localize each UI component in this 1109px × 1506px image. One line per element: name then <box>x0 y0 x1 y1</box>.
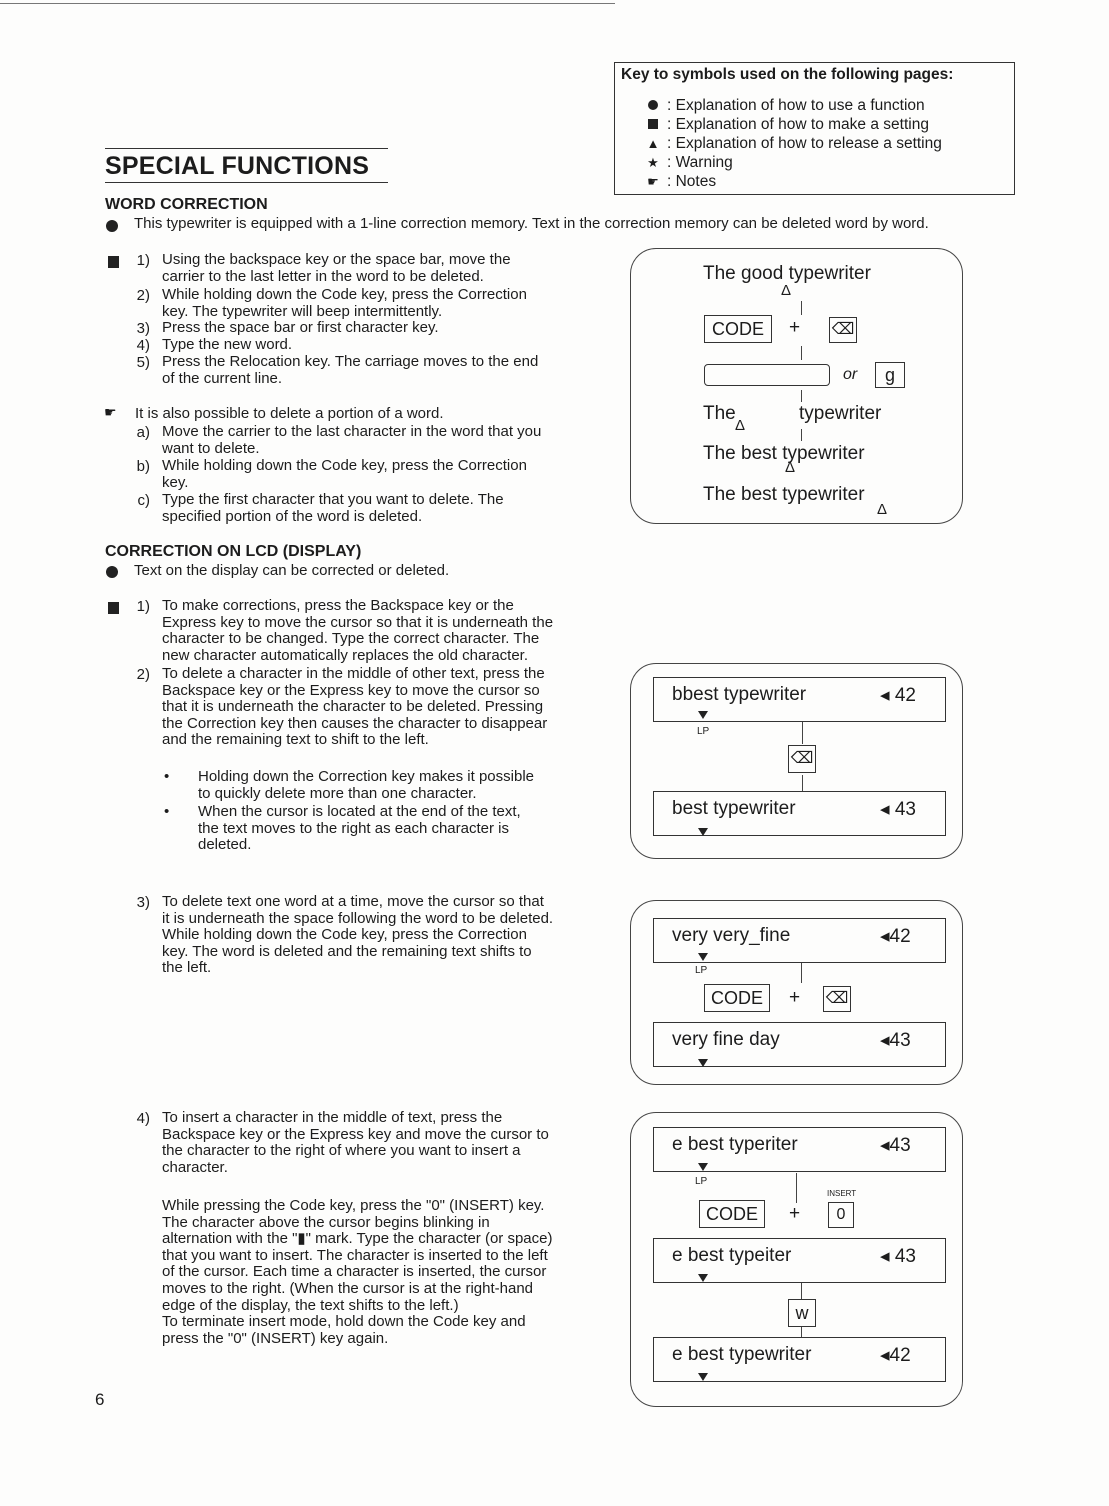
lcd-count: ◂ 42 <box>880 685 916 706</box>
step-text: To delete a character in the middle of other text, press the Backspace key or the Express key to move the cursor so that it is underneath the character to be deleted. Pressing the Correction key then causes the character to disappear and the remaining text to shift to the left. <box>162 665 548 749</box>
substep-text: Type the first character that you want to delete. The specified portion of the word is deleted. <box>162 491 504 525</box>
lcd-display <box>653 918 946 963</box>
substep-text: While holding down the Code key, press the Correction key. <box>162 457 527 491</box>
star-icon: ★ <box>647 155 659 170</box>
diagram-line-3: The best typewriter <box>703 443 865 464</box>
code-key: CODE <box>704 984 770 1012</box>
cursor-triangle-icon: Δ <box>735 417 746 434</box>
step-number: 3) <box>136 320 150 337</box>
diagram-line-2a: The <box>703 403 736 424</box>
substep-letter: b) <box>136 458 150 475</box>
correction-key-icon: ⌫ <box>823 986 851 1012</box>
step-text: To delete text one word at a time, move the cursor so that it is underneath the space following the word to be deleted. While holding down the Code key, press the Correction key. The word is deleted and the remaining text shifts to the left. <box>162 893 554 977</box>
step-text: While holding down the Code key, press the Correction key. The typewriter will beep intermittently. <box>162 286 527 320</box>
step-number: 3) <box>136 894 150 911</box>
cursor-arrow-icon <box>698 828 708 836</box>
step-text: While pressing the Code key, press the "0" (INSERT) key. The character above the cursor begins blinking in alternation with the "▮" mark. Type the character (or space) that you want to insert. The character is inserted to the left of the cursor. Each time a character is inserted, the cursor moves to the right. (When the cursor is at the right-hand edge of the display, the text shifts to the left.) To terminate insert mode, hold down the Code key and press the "0" (INSERT) key again. <box>162 1197 553 1347</box>
lcd-text: very very_fine <box>672 925 791 946</box>
lcd-display <box>653 1022 946 1067</box>
bullet-square-icon <box>108 601 119 619</box>
word-correction-heading: WORD CORRECTION <box>105 196 268 213</box>
symbol-key-box <box>614 62 1015 195</box>
lcd-text: best typewriter <box>672 798 796 819</box>
step-text: Using the backspace key or the space bar, move the carrier to the last letter in the word to be deleted. <box>162 251 511 285</box>
g-key: g <box>875 362 905 388</box>
insert-diagram <box>630 1112 963 1407</box>
insert-label: INSERT <box>827 1189 857 1198</box>
step-text: Press the Relocation key. The carriage moves to the end of the current line. <box>162 353 539 387</box>
space-bar-key <box>704 364 830 386</box>
key-item-setting: : Explanation of how to make a setting <box>643 116 929 134</box>
list-bullet: • <box>164 803 170 820</box>
pointing-hand-icon: ☛ <box>647 174 659 189</box>
diagram-line-1: The good typewriter <box>703 263 871 284</box>
bullet-circle-icon <box>106 565 118 583</box>
lcd-text: e best typeiter <box>672 1245 792 1266</box>
plus-sign: + <box>789 987 801 1008</box>
lcd-correction-heading: CORRECTION ON LCD (DISPLAY) <box>105 543 362 560</box>
lcd-count: ◂ 43 <box>880 1246 916 1267</box>
lcd-text: e best typewriter <box>672 1344 812 1365</box>
step-number: 1) <box>136 598 150 615</box>
lcd-count: ◂43 <box>880 1030 911 1051</box>
word-correction-intro: This typewriter is equipped with a 1-line correction memory. Text in the correction memory can be deleted word by word. <box>134 215 929 232</box>
code-key: CODE <box>704 315 772 343</box>
lcd-display <box>653 1337 946 1382</box>
lcd-text: e best typeriter <box>672 1134 798 1155</box>
cursor-arrow-icon <box>698 1274 708 1282</box>
page-title: SPECIAL FUNCTIONS <box>105 152 370 180</box>
title-underline <box>105 182 388 183</box>
lcd-text: very fine day <box>672 1029 780 1050</box>
substep-letter: a) <box>136 424 150 441</box>
word-delete-diagram <box>630 900 963 1085</box>
diagram-line-4: The best typewriter <box>703 484 865 505</box>
key-item-warning: ★ : Warning <box>643 154 733 172</box>
plus-sign: + <box>789 317 801 338</box>
step-text: To insert a character in the middle of text, press the Backspace key or the Express key and move the cursor to the character to the right of where you want to insert a character. <box>162 1109 549 1176</box>
key-item-notes: ☛ : Notes <box>643 173 716 191</box>
lcd-display <box>653 1238 946 1283</box>
cursor-arrow-icon <box>698 1163 708 1171</box>
lcd-correction-intro: Text on the display can be corrected or deleted. <box>134 562 450 579</box>
cursor-arrow-icon <box>698 1059 708 1067</box>
lp-label: LP <box>695 965 708 976</box>
lcd-text: bbest typewriter <box>672 684 807 705</box>
step-text: Press the space bar or first character key. <box>162 319 439 336</box>
cursor-triangle-icon: Δ <box>877 501 888 518</box>
bullet-text: Holding down the Correction key makes it possible to quickly delete more than one character. <box>198 768 534 802</box>
diagram-line-2b: typewriter <box>799 403 882 424</box>
bullet-text: When the cursor is located at the end of the text, the text moves to the right as each character is deleted. <box>198 803 521 854</box>
bullet-circle-icon <box>106 219 118 237</box>
triangle-icon: ▲ <box>646 136 660 151</box>
lcd-count: ◂42 <box>880 1345 911 1366</box>
pointing-hand-icon: ☛ <box>104 404 117 420</box>
step-number: 4) <box>136 337 150 354</box>
cursor-triangle-icon: Δ <box>781 282 792 299</box>
lcd-display <box>653 1127 946 1172</box>
code-key: CODE <box>699 1200 765 1228</box>
bullet-square-icon <box>108 255 119 273</box>
step-text: Type the new word. <box>162 336 293 353</box>
key-item-function: : Explanation of how to use a function <box>643 97 925 115</box>
note-text: It is also possible to delete a portion of a word. <box>135 405 444 422</box>
lcd-count: ◂43 <box>880 1135 911 1156</box>
substep-text: Move the carrier to the last character in the word that you want to delete. <box>162 423 542 457</box>
lcd-display <box>653 791 946 836</box>
correction-key-icon: ⌫ <box>788 745 816 773</box>
step-number: 5) <box>136 354 150 371</box>
title-overline <box>105 148 388 149</box>
step-number: 4) <box>136 1110 150 1127</box>
cursor-arrow-icon <box>698 1373 708 1381</box>
bullet-square-icon <box>643 117 663 132</box>
substep-letter: c) <box>137 492 150 509</box>
lcd-count: ◂ 43 <box>880 799 916 820</box>
page-number: 6 <box>95 1390 105 1409</box>
key-item-release: ▲ : Explanation of how to release a setting <box>643 135 942 153</box>
step-number: 1) <box>136 252 150 269</box>
cursor-arrow-icon <box>698 711 708 719</box>
step-text: To make corrections, press the Backspace key or the Express key to move the cursor so that it is underneath the character to be changed. Type the correct character. The new character automatically replaces the old character. <box>162 597 554 664</box>
lp-label: LP <box>695 1176 708 1187</box>
word-correction-diagram <box>630 248 963 524</box>
cursor-arrow-icon <box>698 953 708 961</box>
bullet-circle-icon <box>643 98 663 113</box>
lcd-count: ◂42 <box>880 926 911 947</box>
plus-sign: + <box>789 1203 801 1224</box>
key-box-title: Key to symbols used on the following pages: <box>621 66 954 83</box>
step-number: 2) <box>136 666 150 683</box>
list-bullet: • <box>164 768 170 785</box>
lcd-correction-diagram <box>630 663 963 859</box>
correction-key-icon: ⌫ <box>829 317 857 343</box>
step-number: 2) <box>136 287 150 304</box>
top-rule <box>0 3 615 4</box>
cursor-triangle-icon: Δ <box>785 459 796 476</box>
zero-insert-key: 0 <box>828 1202 854 1228</box>
w-key: w <box>788 1299 816 1327</box>
or-label: or <box>843 366 858 383</box>
lcd-display <box>653 677 946 722</box>
lp-label: LP <box>697 726 710 737</box>
